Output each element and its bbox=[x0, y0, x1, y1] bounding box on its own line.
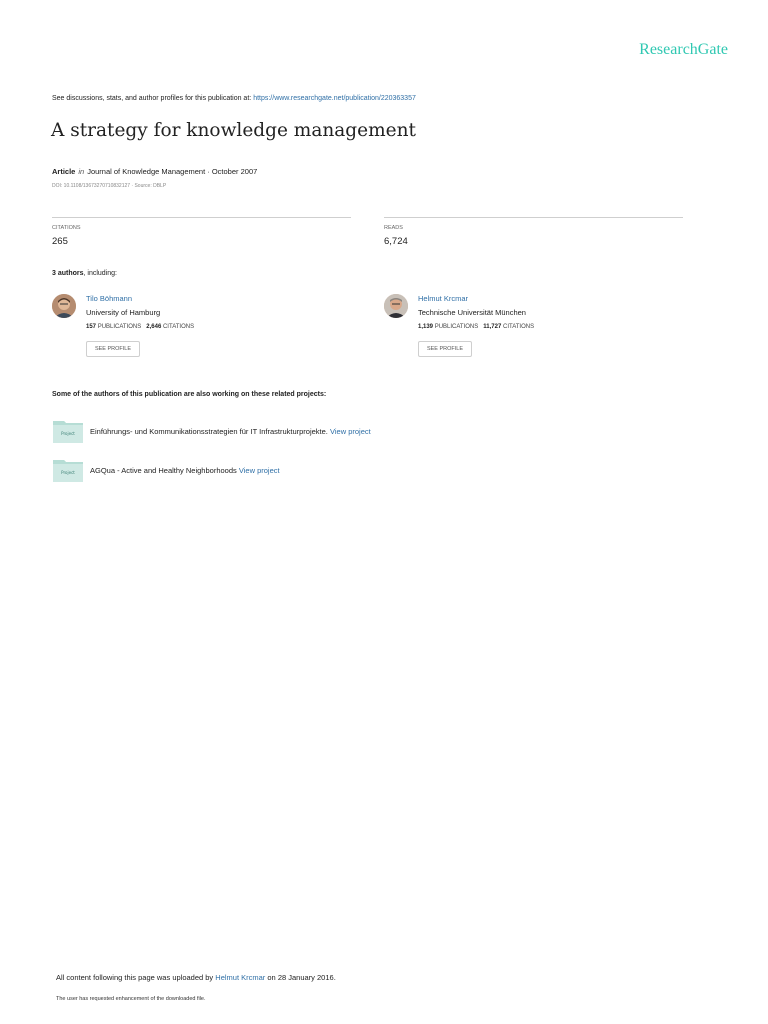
citations-count: 11,727 bbox=[483, 324, 502, 330]
discussions-text: See discussions, stats, and author profiles for this publication at: bbox=[52, 95, 252, 102]
article-meta bbox=[52, 167, 257, 176]
author-name-link[interactable]: Tilo Böhmann bbox=[86, 294, 132, 303]
publications-count: 157 bbox=[86, 324, 97, 330]
view-project-link[interactable]: View project bbox=[330, 427, 371, 436]
researchgate-logo[interactable]: ResearchGate bbox=[639, 41, 728, 58]
author-metrics bbox=[418, 324, 534, 330]
author-metrics bbox=[86, 324, 194, 330]
project-text: AGQua - Active and Healthy Neighborhoods bbox=[90, 466, 237, 475]
folder-label: Project bbox=[61, 470, 75, 475]
folder-label: Project bbox=[61, 431, 75, 436]
reads-value: 6,724 bbox=[384, 236, 408, 247]
citations-label: CITATIONS bbox=[52, 225, 81, 231]
upload-prefix: All content following this page was uploaded by bbox=[56, 973, 214, 982]
view-project-link[interactable]: View project bbox=[238, 466, 280, 475]
project-text: Einführungs- und Kommunikationsstrategien für IT Infrastrukturprojekte. bbox=[90, 427, 328, 436]
authors-including: , including: bbox=[83, 270, 117, 277]
reads-divider bbox=[384, 217, 683, 218]
folder-icon bbox=[53, 419, 83, 443]
citations-count: 2,646 bbox=[146, 324, 162, 330]
project-item bbox=[90, 427, 371, 436]
project-item bbox=[90, 466, 280, 475]
reads-label: READS bbox=[384, 225, 403, 231]
projects-heading: Some of the authors of this publication are also working on these related projects: bbox=[52, 391, 327, 398]
avatar-photo-icon bbox=[384, 294, 408, 318]
project-folder-icon bbox=[53, 458, 83, 487]
folder-icon bbox=[53, 458, 83, 482]
publications-count: 1,139 bbox=[418, 324, 434, 330]
authors-count: 3 authors bbox=[52, 270, 84, 277]
article-type: Article bbox=[52, 167, 76, 176]
citations-value: 265 bbox=[52, 236, 68, 247]
avatar-tilo-bohmann[interactable] bbox=[52, 294, 76, 318]
publications-label: PUBLICATIONS bbox=[434, 324, 479, 330]
doi-source: DOI: 10.1108/13673270710832127 · Source: DBLP bbox=[52, 183, 167, 189]
enhancement-note: The user has requested enhancement of the downloaded file. bbox=[56, 996, 206, 1002]
publications-label: PUBLICATIONS bbox=[97, 324, 142, 330]
publication-title: A strategy for knowledge management bbox=[51, 120, 416, 141]
uploader-link[interactable]: Helmut Krcmar bbox=[215, 973, 266, 982]
project-folder-icon bbox=[53, 419, 83, 448]
author-name-link[interactable]: Helmut Krcmar bbox=[418, 294, 469, 303]
upload-note bbox=[56, 973, 336, 982]
citations-divider bbox=[52, 217, 351, 218]
author-affiliation: Technische Universität München bbox=[418, 308, 526, 317]
author-affiliation: University of Hamburg bbox=[86, 308, 161, 317]
citations-count-label: CITATIONS bbox=[502, 324, 535, 330]
article-in: in bbox=[78, 167, 85, 176]
discussions-line bbox=[52, 95, 416, 102]
citations-count-label: CITATIONS bbox=[162, 324, 195, 330]
upload-suffix: on 28 January 2016. bbox=[267, 973, 336, 982]
see-profile-button[interactable]: SEE PROFILE bbox=[86, 341, 140, 357]
avatar-photo-icon bbox=[52, 294, 76, 318]
authors-heading bbox=[52, 270, 117, 277]
avatar-helmut-krcmar[interactable] bbox=[384, 294, 408, 318]
see-profile-button[interactable]: SEE PROFILE bbox=[418, 341, 472, 357]
publication-url-link[interactable]: https://www.researchgate.net/publication/220363357 bbox=[253, 95, 416, 102]
journal-info: Journal of Knowledge Management · October 2007 bbox=[87, 167, 258, 176]
